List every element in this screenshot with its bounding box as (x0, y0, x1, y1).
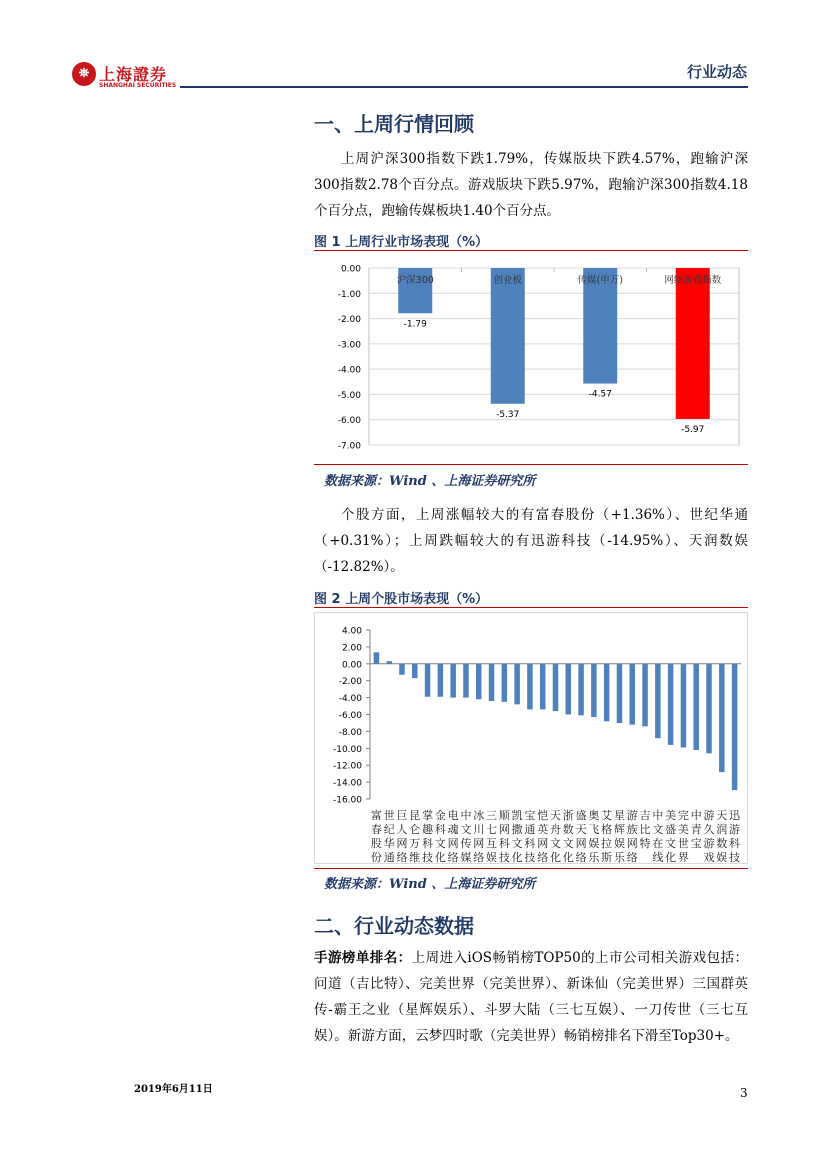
category-label-char: 娱 (716, 851, 728, 864)
category-label-char: 青 (690, 823, 702, 836)
y-tick-label: -6.00 (338, 711, 362, 721)
category-label-char: 络 (396, 851, 408, 864)
category-label-char: 舟 (550, 823, 561, 836)
category-label-char: 娱 (588, 837, 600, 850)
category-label-char: 巨 (396, 809, 408, 822)
category-label-char: 文 (550, 837, 561, 850)
category-label-char: 川 (473, 823, 485, 836)
logo-subtext: SHANGHAI SECURITIES (99, 82, 177, 89)
category-label-char: 星 (613, 809, 625, 822)
category-label-char: 文 (511, 837, 523, 850)
category-label-char: 媒 (460, 851, 472, 864)
category-label-char: 世 (677, 837, 689, 850)
category-label-char: 技 (524, 851, 536, 864)
y-tick-label: -1.00 (337, 289, 361, 300)
category-label-char: 人 (396, 823, 408, 836)
category-label-char: 吉 (639, 809, 651, 822)
bar (578, 664, 584, 716)
category-label-char: 化 (562, 851, 574, 864)
category-label-char: 文 (460, 823, 472, 836)
category-label-char: 维 (409, 851, 421, 864)
bar (438, 664, 444, 697)
category-label-char: 科 (422, 837, 434, 850)
category-label-char: 技 (422, 851, 434, 864)
category-label: 传媒(申万) (577, 275, 623, 286)
category-label: 沪深300 (396, 275, 434, 286)
footer-date: 2019年6月11日 (134, 1084, 213, 1095)
category-label-char: 科 (498, 837, 510, 850)
category-label-char: 络 (626, 851, 638, 864)
figure-2-title: 图 2 上周个股市场表现（%） (314, 592, 489, 607)
category-label-char: 络 (575, 851, 587, 864)
category-label-char: 娱 (613, 837, 625, 850)
section-2-lead: 手游榜单排名： (314, 950, 412, 966)
category-label-char: 络 (537, 851, 549, 864)
category-label-char: 数 (716, 837, 728, 850)
y-tick-label: -2.00 (338, 677, 362, 688)
category-label-char: 网 (537, 837, 549, 850)
y-tick-label: -2.00 (337, 315, 361, 326)
figure-2-bottom-rule (314, 868, 748, 869)
category-label-char: 辉 (613, 823, 625, 836)
category-label-char: 英 (537, 823, 549, 836)
section-1-paragraph: 上周沪深300指数下跌1.79%，传媒版块下跌4.57%，跑输沪深300指数2.78个百分点。游戏版块下跌5.97%，跑输沪深300指数4.18个百分点，跑输传媒板块1.40个百分点。 (314, 151, 748, 219)
data-label: -4.57 (588, 389, 612, 400)
category-label-char: 特 (639, 837, 651, 850)
stock-paragraph: 个股方面，上周涨幅较大的有富春股份（+1.36%）、世纪华通（+0.31%）；上周跌幅较大的有迅游科技（-14.95%）、天润数娱（-12.82%）。 (314, 507, 748, 575)
category-label-char: 凯 (511, 809, 523, 822)
category-label-char: 文 (652, 823, 664, 836)
category-label-char: 线 (652, 851, 664, 864)
category-label-char: 拉 (601, 837, 613, 850)
figure-2-top-rule (314, 607, 748, 608)
category-label-char: 网 (396, 837, 408, 850)
category-label-char: 金 (434, 809, 446, 822)
y-tick-label: -3.00 (337, 340, 361, 351)
bar (450, 664, 456, 698)
data-label: -1.79 (403, 319, 427, 330)
category-label-char: 络 (473, 851, 485, 864)
section-2-text: 上周进入iOS畅销榜TOP50的上市公司相关游戏包括：问道（吉比特）、完美世界（完美世界）、新诛仙（完美世界）三国群英传-霸王之业（星辉娱乐）、斗罗大陆（三七互娱）、一刀传世（三七互娱）。新游方面，云梦四时歌（完美世界）畅销榜排名下滑至Top30+。 (314, 950, 749, 1044)
category-label-char: 乐 (588, 851, 600, 864)
header-divider (180, 86, 748, 88)
category-label-char: 冰 (473, 809, 485, 822)
bar (502, 664, 508, 702)
category-label-char: 科 (729, 837, 741, 850)
bar (425, 664, 431, 697)
category-label: 创业板 (493, 275, 523, 286)
category-label-char: 化 (511, 851, 523, 864)
category-label-char: 艾 (601, 809, 613, 822)
category-label-char: 在 (652, 837, 664, 850)
bar (668, 664, 674, 745)
category-label-char: 份 (370, 851, 382, 864)
section-2-heading: 二、行业动态数据 (314, 914, 474, 938)
y-tick-label: -4.00 (337, 365, 361, 376)
bar (527, 664, 533, 710)
bar (693, 664, 699, 750)
category-label-char: 趣 (422, 823, 434, 836)
data-label: -5.37 (496, 409, 520, 420)
figure-1-top-rule (314, 250, 748, 251)
y-tick-label: 0.00 (340, 264, 361, 275)
category-label-char: 娱 (486, 851, 498, 864)
bar (463, 664, 469, 698)
category-label-char: 顺 (498, 809, 510, 822)
category-label-char: 科 (434, 823, 446, 836)
category-label-char: 通 (524, 823, 536, 836)
bar (566, 664, 572, 715)
category-label-char: 奥 (588, 809, 600, 822)
bar (655, 664, 661, 738)
category-label-char: 文 (665, 837, 677, 850)
category-label-char: 恺 (537, 809, 549, 822)
figure-1-bottom-rule (314, 464, 748, 465)
bar (412, 664, 418, 678)
category-label-char: 完 (677, 809, 689, 822)
bar (630, 664, 636, 725)
category-label-char: 戏 (703, 851, 715, 864)
category-label-char: 网 (575, 837, 587, 850)
bar (604, 664, 610, 721)
category-label-char: 游 (703, 837, 715, 850)
data-label: -5.97 (681, 424, 705, 435)
y-tick-label: -12.00 (332, 761, 362, 772)
category-label-char: 股 (370, 837, 382, 850)
category-label-char: 科 (524, 837, 536, 850)
bar (681, 664, 687, 748)
bar (386, 661, 392, 664)
category-label-char: 化 (550, 851, 561, 864)
y-tick-label: 4.00 (341, 626, 362, 637)
figure-2-source: 数据来源：Wind 、上海证券研究所 (324, 877, 536, 892)
category-label-char: 七 (486, 823, 498, 836)
y-tick-label: -16.00 (332, 795, 362, 806)
figure-1-source: 数据来源：Wind 、上海证券研究所 (324, 474, 536, 489)
category-label-char: 宝 (524, 809, 536, 822)
category-label-char: 网 (473, 837, 485, 850)
category-label-char: 乐 (613, 851, 625, 864)
bar (617, 664, 623, 723)
category-label-char: 文 (434, 837, 446, 850)
bar (399, 664, 405, 675)
category-label-char: 网 (447, 837, 459, 850)
bar (676, 268, 710, 419)
category-label-char: 纪 (383, 823, 395, 836)
category-label-char: 比 (639, 823, 651, 836)
y-tick-label: -4.00 (338, 694, 362, 705)
category-label-char: 文 (562, 837, 574, 850)
bar (719, 664, 725, 772)
category-label-char: 族 (626, 823, 638, 836)
bar (553, 664, 559, 711)
category-label-char: 华 (383, 837, 395, 850)
y-tick-label: -7.00 (337, 441, 361, 452)
category-label-char: 络 (447, 851, 459, 864)
page-number: 3 (740, 1086, 748, 1100)
category-label-char: 界 (677, 851, 689, 864)
category-label-char: 春 (370, 823, 382, 836)
category-label-char: 掌 (422, 809, 434, 822)
bar (706, 664, 712, 754)
figure-2-chart (314, 612, 748, 864)
category-label: 网络游戏指数 (664, 275, 722, 286)
bar (374, 652, 380, 663)
category-label-char: 天 (550, 809, 561, 822)
category-label-char: 盛 (665, 823, 677, 836)
category-label-char: 游 (626, 809, 638, 822)
category-label-char: 撒 (511, 823, 523, 836)
category-label-char: 中 (460, 809, 472, 822)
category-label-char: 浙 (562, 809, 574, 822)
category-label-char: 技 (729, 851, 741, 864)
category-label-char: 美 (677, 823, 689, 836)
category-label-char: 宝 (690, 837, 702, 850)
category-label-char: 斯 (601, 851, 613, 864)
category-label-char: 美 (665, 809, 677, 822)
y-tick-label: 0.00 (341, 660, 362, 671)
category-label-char: 格 (601, 823, 613, 836)
section-1-heading: 一、上周行情回顾 (314, 112, 474, 136)
category-label-char: 技 (498, 851, 510, 864)
y-tick-label: -14.00 (332, 778, 362, 789)
y-tick-label: 2.00 (341, 643, 362, 654)
bar (489, 664, 495, 701)
category-label-char: 天 (716, 809, 728, 822)
bar (591, 664, 597, 717)
category-label-char: 天 (575, 823, 587, 836)
category-label-char: 盛 (575, 809, 587, 822)
bar (476, 664, 482, 699)
category-label-char: 中 (652, 809, 664, 822)
category-label-char: 三 (486, 809, 498, 822)
category-label-char: 化 (665, 851, 677, 864)
figure-1-title: 图 1 上周行业市场表现（%） (314, 235, 489, 250)
bar (540, 664, 546, 710)
category-label-char: 网 (498, 823, 510, 836)
y-tick-label: -6.00 (337, 416, 361, 427)
category-label-char: 富 (370, 809, 382, 822)
y-tick-label: -10.00 (332, 744, 362, 755)
category-label-char: 游 (703, 809, 715, 822)
category-label-char: 网 (626, 837, 638, 850)
y-tick-label: -8.00 (338, 727, 362, 738)
bar (491, 268, 525, 404)
category-label-char: 昆 (409, 809, 421, 822)
y-tick-label: -5.00 (337, 390, 361, 401)
category-label-char: 飞 (588, 823, 600, 836)
category-label-char: 仑 (409, 823, 421, 836)
category-label-char: 数 (562, 823, 574, 836)
category-label-char: 电 (447, 809, 459, 822)
company-logo (72, 60, 182, 92)
category-label-char: 润 (716, 823, 728, 836)
logo-emblem-icon: ⛯ (72, 62, 96, 86)
category-label-char: 中 (690, 809, 702, 822)
category-label-char: 游 (729, 823, 741, 836)
category-label-char: 互 (486, 837, 498, 850)
category-label-char: 迅 (729, 809, 741, 822)
section-2-paragraph (314, 945, 748, 1049)
category-label-char: 久 (703, 823, 715, 836)
bar (514, 664, 520, 705)
bar (642, 664, 648, 727)
bar (732, 664, 738, 790)
category-label-char: 魂 (447, 823, 459, 836)
logo-text: 上海證券 (99, 65, 168, 84)
category-label-char: 化 (434, 851, 446, 864)
category-label-char: 万 (409, 837, 421, 850)
header-section-label: 行业动态 (686, 63, 747, 81)
category-label-char: 世 (383, 809, 395, 822)
category-label-char: 传 (460, 837, 472, 850)
category-label-char: 通 (383, 851, 395, 864)
figure-1-chart (314, 255, 748, 460)
